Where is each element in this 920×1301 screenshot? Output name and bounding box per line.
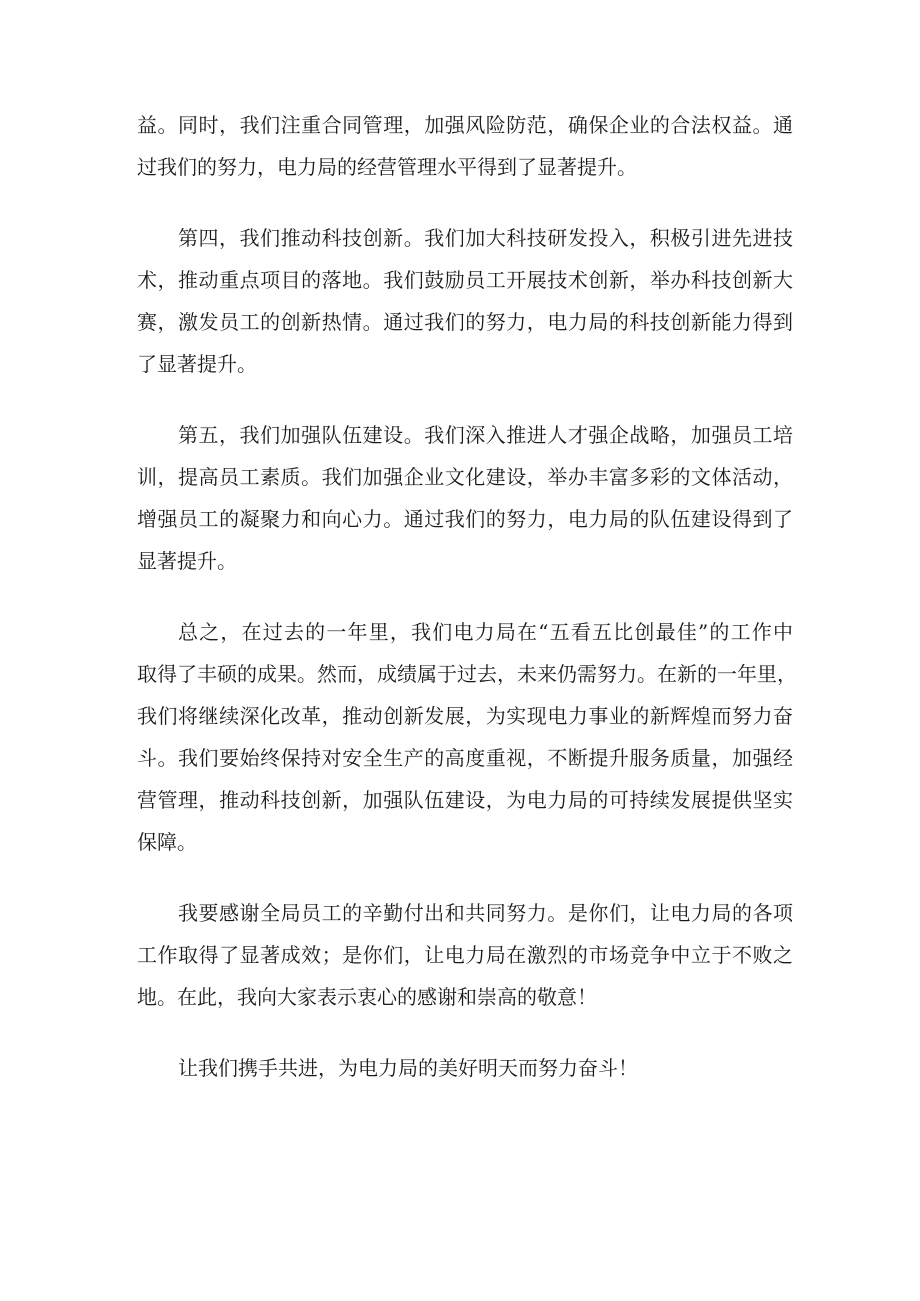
paragraph-line: 术，推动重点项目的落地。我们鼓励员工开展技术创新，举办科技创新大 [137, 268, 793, 292]
document-body [137, 104, 797, 1118]
paragraph-line: 训，提高员工素质。我们加强企业文化建设，举办丰富多彩的文体活动， [137, 465, 793, 489]
paragraph-line: 过我们的努力，电力局的经营管理水平得到了显著提升。 [137, 155, 637, 179]
paragraph-line: 取得了丰硕的成果。然而，成绩属于过去，未来仍需努力。在新的一年里， [137, 662, 797, 686]
paragraph-line: 工作取得了显著成效；是你们，让电力局在激烈的市场竞争中立于不败之 [137, 943, 793, 967]
paragraph-business-management [137, 104, 793, 188]
paragraph-line: 第四，我们推动科技创新。我们加大科技研发投入，积极引进先进技 [178, 226, 793, 250]
paragraph-thanks [137, 892, 793, 1018]
paragraph-line: 赛，激发员工的创新热情。通过我们的努力，电力局的科技创新能力得到 [137, 310, 793, 334]
paragraph-line: 斗。我们要始终保持对安全生产的高度重视，不断提升服务质量，加强经 [137, 746, 793, 770]
paragraph-line: 保障。 [137, 830, 197, 854]
paragraph-line: 显著提升。 [137, 549, 237, 573]
paragraph-line: 第五，我们加强队伍建设。我们深入推进人才强企战略，加强员工培 [178, 423, 793, 447]
paragraph-line: 总之，在过去的一年里，我们电力局在“五看五比创最佳”的工作中 [178, 620, 793, 644]
paragraph-line: 我们将继续深化改革，推动创新发展，为实现电力事业的新辉煌而努力奋 [137, 704, 793, 728]
paragraph-line: 了显著提升。 [137, 352, 257, 376]
paragraph-line: 地。在此，我向大家表示衷心的感谢和崇高的敬意！ [137, 985, 597, 1009]
paragraph-line: 增强员工的凝聚力和向心力。通过我们的努力，电力局的队伍建设得到了 [137, 507, 793, 531]
paragraph-summary [137, 611, 797, 863]
paragraph-line: 营管理，推动科技创新，加强队伍建设，为电力局的可持续发展提供坚实 [137, 788, 793, 812]
paragraph-line: 让我们携手共进，为电力局的美好明天而努力奋斗！ [178, 1056, 638, 1080]
paragraph-line: 益。同时，我们注重合同管理，加强风险防范，确保企业的合法权益。通 [137, 113, 793, 137]
paragraph-tech-innovation [137, 217, 793, 385]
paragraph-line: 我要感谢全局员工的辛勤付出和共同努力。是你们，让电力局的各项 [178, 901, 793, 925]
paragraph-closing [137, 1047, 793, 1089]
paragraph-team-building [137, 414, 793, 582]
